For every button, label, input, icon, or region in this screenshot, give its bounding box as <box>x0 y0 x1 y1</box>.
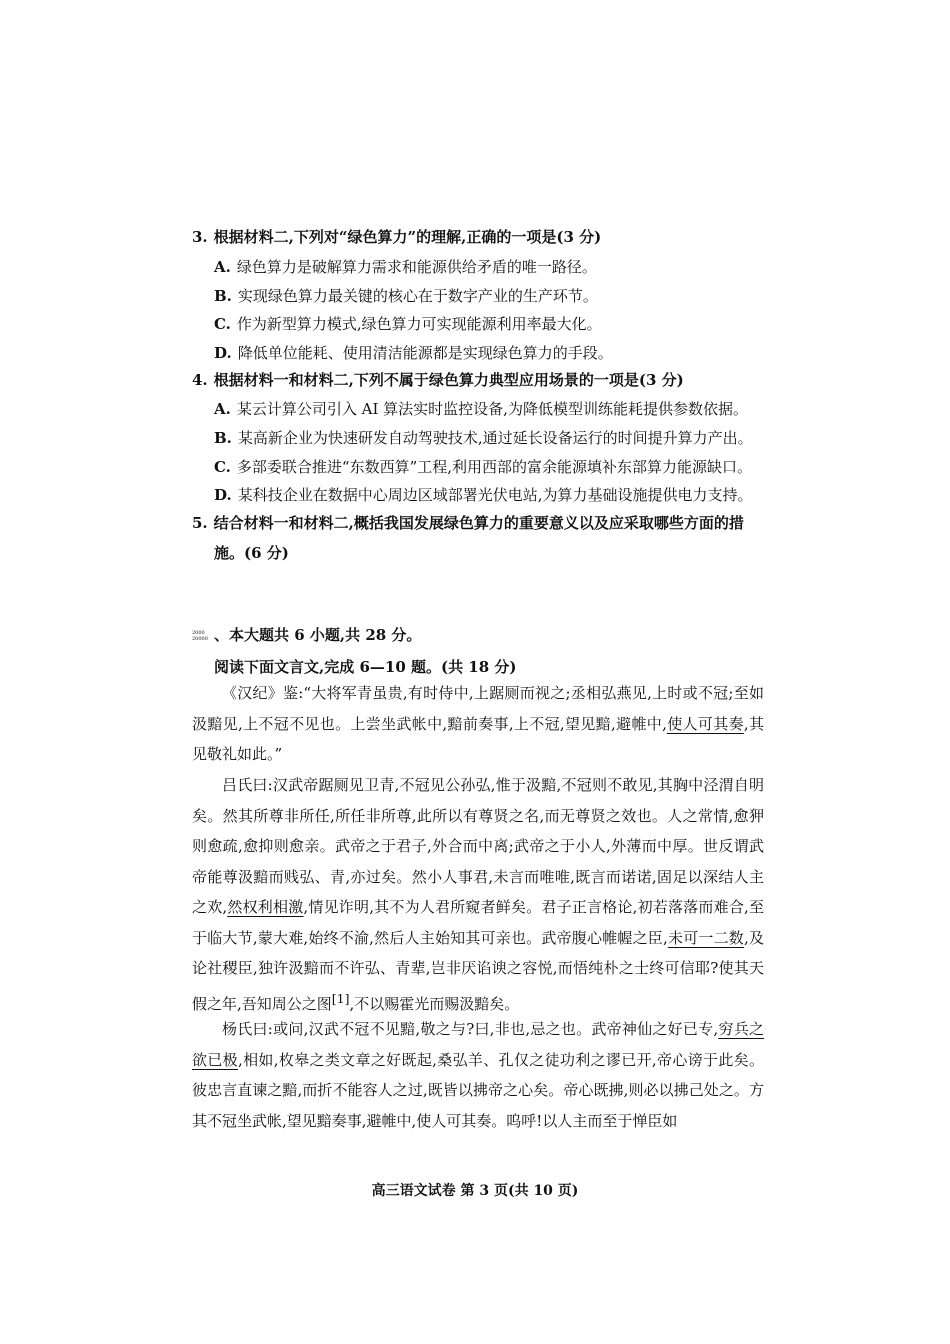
passage-text: 杨氏曰:或问,汉武不冠不见黯,敬之与?曰,非也,忌之也。武帝神仙之好已专, <box>222 1020 719 1038</box>
question-5-stem-continued <box>214 542 289 563</box>
section-instruction: 阅读下面文言文,完成 6—10 题。(共 18 分) <box>214 658 517 676</box>
question-number: 3. <box>192 228 208 246</box>
question-3-option-a <box>214 256 597 277</box>
passage-paragraph-2 <box>192 770 764 1019</box>
question-3-option-b <box>214 285 598 306</box>
option-text: 某科技企业在数据中心周边区域部署光伏电站,为算力基础设施提供电力支持。 <box>237 486 753 504</box>
underlined-phrase: 然权利相激 <box>227 898 304 916</box>
option-letter: A. <box>214 258 231 276</box>
option-text: 绿色算力是破解算力需求和能源供给矛盾的唯一路径。 <box>236 258 597 276</box>
option-text: 作为新型算力模式,绿色算力可实现能源利用率最大化。 <box>236 315 602 333</box>
question-4-option-b <box>214 427 753 448</box>
question-4-stem <box>192 369 684 390</box>
question-text: 根据材料一和材料二,下列不属于绿色算力典型应用场景的一项是(3 分) <box>213 371 684 389</box>
question-3-stem <box>192 226 601 247</box>
passage-text: 吕氏曰:汉武帝踞厕见卫青,不冠见公孙弘,惟于汲黯,不冠则不敢见,其胸中泾渭自明矣。然其所尊非所任,所任非所尊,此所以有尊贤之名,而无尊贤之效也。人之常情,愈狎则愈疏,愈抑则愈亲。武帝之于君子,外合而中离;武帝之于小人,外薄而中厚。世反谓武帝能尊汲黯而贱弘、青,亦过矣。然小人事君,未言而唯唯,既言而诺诺,固足以深结人主之欢, <box>192 776 764 916</box>
mark-bottom: 20000 <box>192 636 208 642</box>
option-text: 实现绿色算力最关键的核心在于数字产业的生产环节。 <box>237 287 598 305</box>
passage-paragraph-1 <box>192 678 764 770</box>
passage-text: ,及论社稷臣,独许汲黯而不许弘、青辈,岂非厌谄谀之容悦,而悟纯朴之士终可信耶?使其天假之年,吾知周公之图 <box>192 928 764 1013</box>
option-letter: B. <box>214 287 232 305</box>
option-letter: D. <box>214 344 232 362</box>
mark-top: 2000 <box>192 630 205 636</box>
option-text: 降低单位能耗、使用清洁能源都是实现绿色算力的手段。 <box>237 344 613 362</box>
section-number-mark <box>192 630 214 642</box>
option-letter: B. <box>214 429 232 447</box>
passage-text: ,不以赐霍光而赐汲黯矣。 <box>349 994 520 1013</box>
passage-text: ,其见敬礼如此。” <box>192 714 764 763</box>
option-letter: C. <box>214 315 231 333</box>
passage-text: ,相如,枚皋之类文章之好既起,桑弘羊、孔仅之徒功利之谬已开,帝心谤于此矣。彼忠言直谏之黯,而折不能容人之过,既皆以拂帝之心矣。帝心既拂,则必以拂己处之。方其不冠坐武帐,望见黯奏事,避帷中,使人可其奏。呜呼!以人主而至于惮臣如 <box>192 1050 764 1130</box>
question-text-line1: 结合材料一和材料二,概括我国发展绿色算力的重要意义以及应采取哪些方面的措 <box>213 514 744 532</box>
footnote-marker: [1] <box>331 990 350 1006</box>
passage-paragraph-3 <box>192 1014 764 1136</box>
section-heading <box>192 624 421 645</box>
question-3-option-d <box>214 342 613 363</box>
passage-text: ,情见诈明,其不为人君所窥者鲜矣。君子正言格论,初若落落而难合,至于临大节,蒙大难,始终不渝,然后人主始知其可亲也。武帝腹心帷幄之臣, <box>192 898 764 947</box>
question-number: 4. <box>192 371 208 389</box>
question-4-option-c <box>214 456 752 477</box>
passage-text: 《汉纪》鉴:“大将军青虽贵,有时侍中,上踞厕而视之;丞相弘燕见,上时或不冠;至如汲黯见,上不冠不见也。上尝坐武帐中,黯前奏事,上不冠,望见黯,避帷中, <box>192 684 764 733</box>
question-4-option-a <box>214 398 748 419</box>
question-text: 根据材料二,下列对“绿色算力”的理解,正确的一项是(3 分) <box>213 228 602 246</box>
question-4-option-d <box>214 484 752 505</box>
underlined-sentence: 使人可其奏 <box>666 714 744 733</box>
question-text-line2: 施。(6 分) <box>214 544 289 562</box>
underlined-phrase: 穷兵之欲已极 <box>192 1020 764 1069</box>
underlined-phrase: 未可一二数 <box>667 928 745 947</box>
question-5-stem <box>192 512 744 533</box>
option-text: 某云计算公司引入 AI 算法实时监控设备,为降低模型训练能耗提供参数依据。 <box>236 400 748 418</box>
option-letter: C. <box>214 458 231 476</box>
option-text: 多部委联合推进“东数西算”工程,利用西部的富余能源填补东部算力能源缺口。 <box>236 458 753 476</box>
option-letter: A. <box>214 400 231 418</box>
question-3-option-c <box>214 313 602 334</box>
question-number: 5. <box>192 514 208 532</box>
option-letter: D. <box>214 486 232 504</box>
option-text: 某高新企业为快速研发自动驾驶技术,通过延长设备运行的时间提升算力产出。 <box>237 429 753 447</box>
section-title: 、本大题共 6 小题,共 28 分。 <box>214 626 422 644</box>
page-footer: 高三语文试卷 第 3 页(共 10 页) <box>371 1183 579 1199</box>
